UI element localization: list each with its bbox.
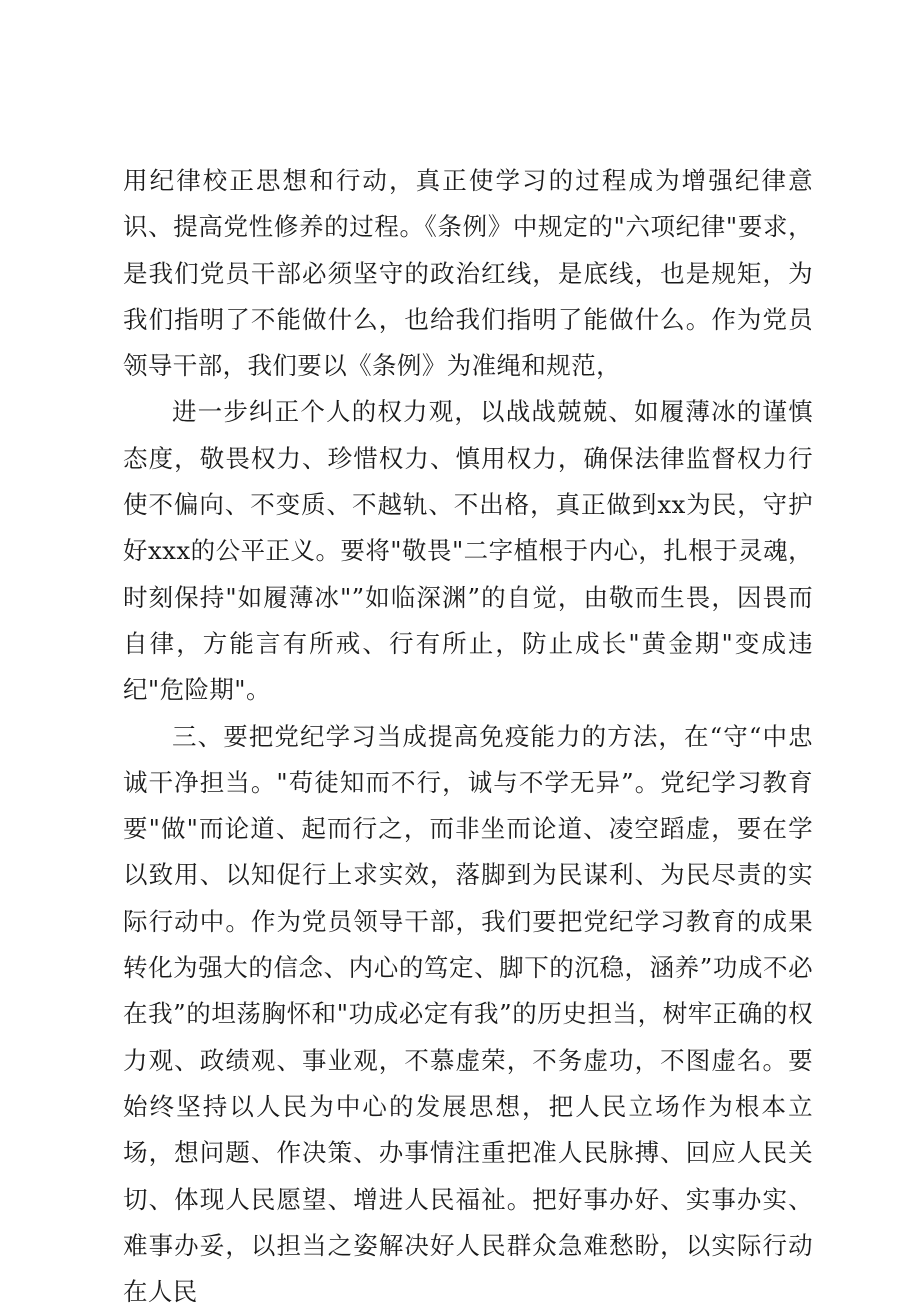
paragraph-power-view: 进一步纠正个人的权力观，以战战兢兢、如履薄冰的谨慎态度，敬畏权力、珍惜权力、慎用权力，确保法律监督权力行使不偏向、不变质、不越轨、不出格，真正做到xx为民，守护好xxx的公平正义。要将"敬畏"二字植根于内心，扎根于灵魂，时刻保持"如履薄冰"”如临深渊”的自觉，由敬而生畏，因畏而自律，方能言有所戒、行有所止，防止成长"黄金期"变成违纪"危险期"。 [123, 397, 813, 705]
paragraph-section-three: 三、要把党纪学习当成提高免疫能力的方法，在“守“中忠诚干净担当。"苟徒知而不行，诚与不学无异”。党纪学习教育要"做"而论道、起而行之，而非坐而论道、凌空蹈虚，要在学以致用、以知促行上求实效，落脚到为民谋利、为民尽责的实际行动中。作为党员领导干部，我们要把党纪学习教育的成果转化为强大的信念、内心的笃定、脚下的沉稳，涵养”功成不必在我”的坦荡胸怀和"功成必定有我”的历史担当，树牢正确的权力观、政绩观、事业观，不慕虚荣，不务虚功，不图虚名。要始终坚持以人民为中心的发展思想，把人民立场作为根本立场，想问题、作决策、办事情注重把准人民脉搏、回应人民关切、体现人民愿望、增进人民福祉。把好事办好、实事办实、难事办妥，以担当之姿解决好人民群众急难愁盼，以实际行动在人民 [123, 721, 813, 1307]
document-body [123, 158, 813, 1315]
paragraph-continuation: 用纪律校正思想和行动，真正使学习的过程成为增强纪律意识、提高党性修养的过程。《条例》中规定的"六项纪律"要求，是我们党员干部必须坚守的政治红线，是底线，也是规矩，为我们指明了不能做什么，也给我们指明了能做什么。作为党员领导干部，我们要以《条例》为准绳和规范， [123, 166, 813, 381]
